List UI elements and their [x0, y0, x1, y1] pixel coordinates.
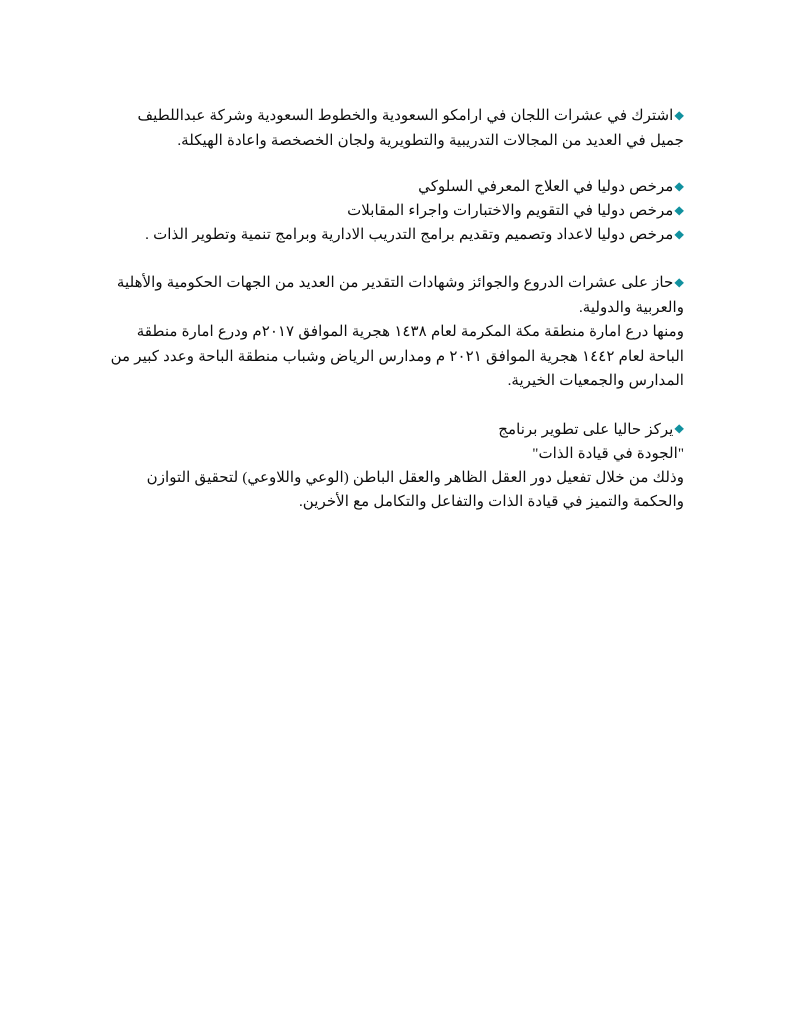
bullet-diamond-icon: ◆	[674, 226, 684, 241]
bullet-diamond-icon: ◆	[674, 274, 684, 289]
paragraph-text	[107, 418, 684, 442]
paragraph-text	[107, 199, 684, 223]
bullet-diamond-icon: ◆	[674, 202, 684, 217]
paragraph-content: يركز حاليا على تطوير برنامج	[498, 421, 674, 438]
paragraph-program-title	[107, 442, 684, 466]
paragraph-program-detail	[107, 466, 684, 515]
paragraph-license-cbt	[107, 175, 684, 199]
bullet-diamond-icon: ◆	[674, 178, 684, 193]
paragraph-text	[107, 175, 684, 199]
paragraph-text	[107, 271, 684, 320]
paragraph-content: "الجودة في قيادة الذات"	[532, 445, 684, 462]
paragraph-license-assessment	[107, 199, 684, 223]
paragraph-text	[107, 466, 684, 515]
paragraph-content: حاز على عشرات الدروع والجوائز وشهادات التقدير من العديد من الجهات الحكومية والأهلية والعربية والدولية.	[116, 275, 684, 316]
paragraph-license-training	[107, 223, 684, 247]
spacer	[107, 394, 684, 418]
paragraph-content: مرخص دوليا لاعداد وتصميم وتقديم برامج التدريب الادارية وبرامج تنمية وتطوير الذات .	[145, 227, 674, 243]
paragraph-text	[107, 442, 684, 466]
paragraph-content: مرخص دوليا في التقويم والاختبارات واجراء المقابلات	[347, 203, 674, 219]
paragraph-current-program	[107, 418, 684, 442]
paragraph-awards-detail	[107, 320, 684, 394]
paragraph-text	[107, 104, 684, 153]
paragraph-content: اشترك في عشرات اللجان في ارامكو السعودية والخطوط السعودية وشركة عبداللطيف جميل في العديد من المجالات التدريبية والتطويرية ولجان الخصخصة واعادة الهيكلة.	[137, 108, 684, 149]
spacer	[107, 247, 684, 271]
bullet-diamond-icon: ◆	[674, 421, 684, 435]
document-body	[107, 104, 684, 515]
paragraph-content: وذلك من خلال تفعيل دور العقل الظاهر والعقل الباطن (الوعي واللاوعي) لتحقيق التوازن والحكمة والتميز في قيادة الذات والتفاعل والتكامل مع الأخرين.	[146, 469, 684, 510]
paragraph-content: ومنها درع امارة منطقة مكة المكرمة لعام ١٤٣٨ هجرية الموافق ٢٠١٧م ودرع امارة منطقة الباحة لعام ١٤٤٢ هجرية الموافق ٢٠٢١ م ومدارس الرياض وشباب منطقة الباحة وعدد كبير من المدارس والجمعيات الخيرية.	[110, 324, 684, 389]
paragraph-content: مرخص دوليا في العلاج المعرفي السلوكي	[418, 179, 674, 195]
paragraph-committees	[107, 104, 684, 153]
paragraph-text	[107, 320, 684, 394]
paragraph-awards	[107, 271, 684, 320]
spacer	[107, 153, 684, 175]
paragraph-text	[107, 223, 684, 247]
bullet-diamond-icon: ◆	[674, 107, 684, 122]
